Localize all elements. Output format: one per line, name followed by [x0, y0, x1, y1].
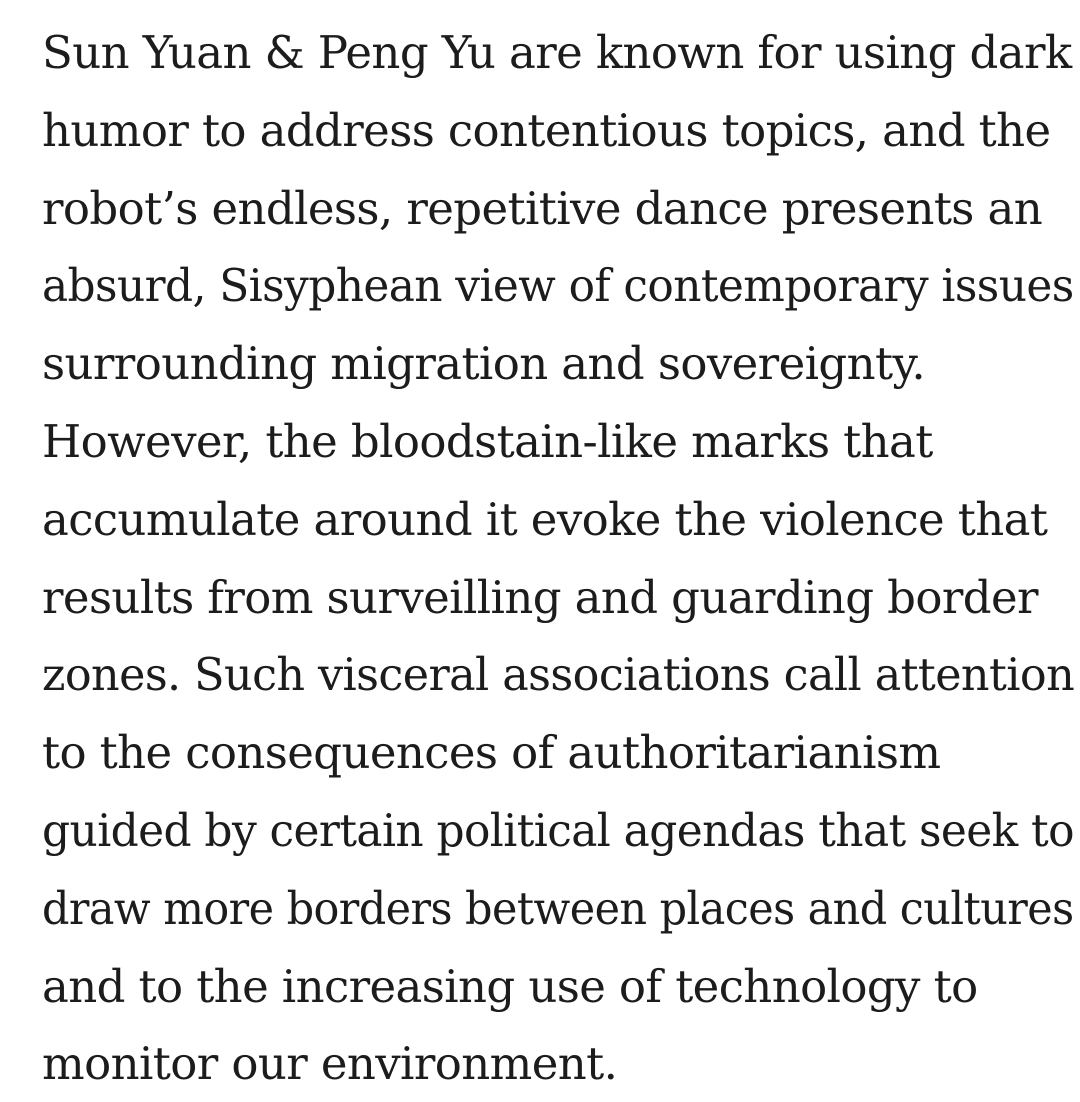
paragraph-line: to the consequences of authoritarianism [42, 726, 941, 780]
paragraph-line: accumulate around it evoke the violence that [42, 492, 1048, 546]
paragraph-line: absurd, Sisyphean view of contemporary issues [42, 259, 1074, 313]
paragraph-line: monitor our environment. [42, 1037, 618, 1091]
paragraph-line: and to the increasing use of technology to [42, 959, 978, 1013]
paragraph-line: draw more borders between places and cultures [42, 881, 1074, 935]
paragraph-line: Sun Yuan & Peng Yu are known for using dark [42, 26, 1072, 79]
paragraph-line: guided by certain political agendas that seek to [42, 803, 1074, 857]
paragraph-line: robot’s endless, repetitive dance presents an [42, 181, 1043, 235]
paragraph-line: zones. Such visceral associations call attention [42, 648, 1075, 702]
body-paragraph [42, 14, 1075, 1102]
paragraph-line: results from surveilling and guarding border [42, 570, 1038, 624]
paragraph-line: humor to address contentious topics, and the [42, 103, 1051, 157]
paragraph-line: surrounding migration and sovereignty. [42, 337, 926, 391]
paragraph-line: However, the bloodstain-like marks that [42, 414, 933, 468]
